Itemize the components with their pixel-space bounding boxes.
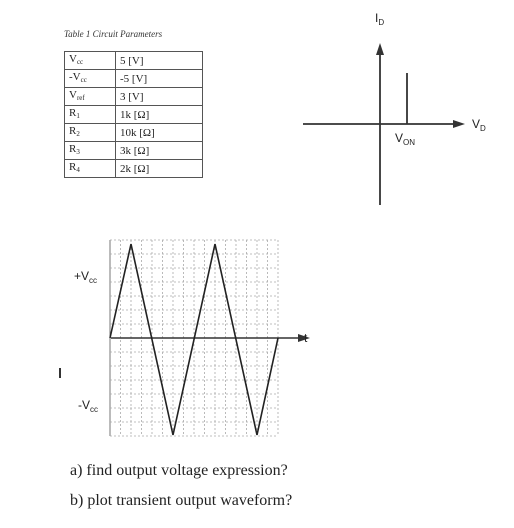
table-caption: Table 1 Circuit Parameters (64, 29, 163, 39)
param-symbol: R (69, 143, 77, 155)
param-value: 3 [V] (116, 88, 203, 106)
param-symbol: R (69, 125, 77, 137)
param-name (65, 88, 116, 106)
pos-vcc-main: +V (74, 269, 90, 283)
von-label-sub: ON (403, 138, 416, 147)
pos-vcc-sub: cc (89, 276, 98, 285)
param-value: 1k [Ω] (116, 106, 203, 124)
neg-vcc-main: -V (78, 398, 90, 412)
param-subscript: cc (80, 76, 87, 84)
vd-label-main: V (472, 117, 481, 131)
param-symbol: V (69, 53, 77, 65)
param-value: 2k [Ω] (116, 160, 203, 178)
param-symbol: R (69, 161, 77, 173)
von-label (395, 131, 415, 147)
table-row (65, 160, 203, 178)
param-sign: - (69, 71, 73, 83)
id-label-sub: D (378, 18, 385, 27)
param-subscript: 4 (76, 166, 80, 174)
param-symbol: R (69, 107, 77, 119)
param-name (65, 70, 116, 88)
param-name (65, 142, 116, 160)
neg-vcc-label (78, 398, 98, 414)
von-label-main: V (395, 131, 404, 145)
param-value: -5 [V] (116, 70, 203, 88)
vd-label-sub: D (480, 124, 486, 133)
table-row (65, 142, 203, 160)
param-subscript: 3 (76, 148, 80, 156)
param-value: 5 [V] (116, 52, 203, 70)
stray-mark (59, 368, 61, 378)
param-value: 10k [Ω] (116, 124, 203, 142)
table-row (65, 106, 203, 124)
question-a: a) find output voltage expression? (70, 462, 288, 479)
table-row (65, 52, 203, 70)
vd-axis-label (472, 117, 486, 133)
param-name (65, 160, 116, 178)
id-axis-arrow (376, 43, 384, 55)
vd-axis-arrow (453, 120, 465, 128)
pos-vcc-label (74, 269, 97, 285)
param-name (65, 106, 116, 124)
param-subscript: cc (76, 58, 84, 66)
table-row (65, 88, 203, 106)
time-axis-label: t (304, 331, 308, 345)
param-symbol: V (69, 89, 77, 101)
id-label-main: I (375, 11, 379, 25)
param-name (65, 52, 116, 70)
param-subscript: ref (76, 94, 85, 102)
table-row (65, 124, 203, 142)
question-b: b) plot transient output waveform? (70, 492, 293, 509)
diode-iv-plot (295, 15, 500, 210)
triangle-waveform-plot (105, 230, 320, 440)
circuit-parameters-table (64, 51, 203, 178)
id-axis-label (375, 11, 384, 27)
neg-vcc-sub: cc (90, 405, 98, 414)
param-name (65, 124, 116, 142)
param-subscript: 1 (76, 112, 80, 120)
table-row (65, 70, 203, 88)
param-subscript: 2 (76, 130, 80, 138)
param-value: 3k [Ω] (116, 142, 203, 160)
param-symbol: V (72, 71, 81, 83)
